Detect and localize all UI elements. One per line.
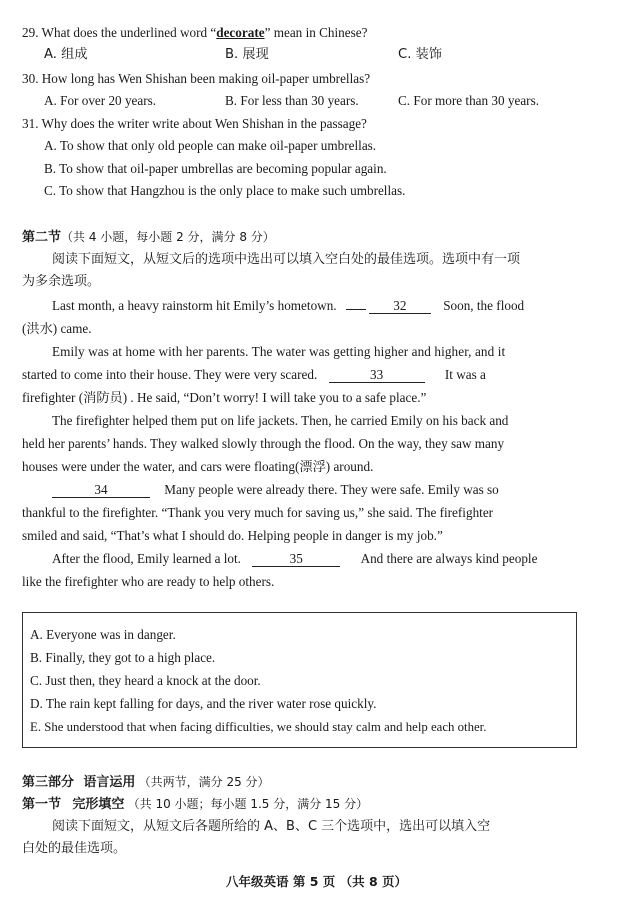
choice-c: C. Just then, they heard a knock at the door. [30, 673, 261, 688]
paragraph-1-line-1 [52, 297, 524, 315]
section-2-note: （共 4 小题，每小题 2 分，满分 8 分） [61, 230, 275, 244]
blank-32: 32 [369, 299, 431, 314]
paragraph-4-line-2: thankful to the firefighter. “Thank you very much for saving us,” she said. The firefighter [22, 505, 494, 520]
part-3-instruction-2: 白处的最佳选项。 [22, 841, 127, 856]
paragraph-text: And there are always kind people [360, 551, 538, 566]
choice-a: A. Everyone was in danger. [30, 627, 176, 642]
blank-34: 34 [52, 483, 150, 498]
section-2-header [22, 228, 275, 247]
paragraph-2-line-2 [22, 366, 486, 384]
part-3-header [22, 773, 270, 792]
paragraph-text: After the flood, Emily learned a lot. [52, 551, 241, 566]
paragraph-2-line-3: firefighter (消防员) . He said, “Don’t worry! I will take you to a safe place.” [22, 390, 427, 405]
choices-box [22, 612, 577, 748]
part-3-instruction-1: 阅读下面短文，从短文后各题所给的 A、B、C 三个选项中，选出可以填入空 [52, 819, 491, 834]
paragraph-text: Many people were already there. They were safe. Emily was so [164, 482, 499, 497]
question-29 [22, 24, 367, 42]
question-text-pre: What does the underlined word “ [41, 25, 217, 40]
option-31-a: A. To show that only old people can make oil-paper umbrellas. [44, 138, 377, 153]
option-31-c: C. To show that Hangzhou is the only place to make such umbrellas. [44, 183, 406, 198]
question-31: 31. Why does the writer write about Wen Shishan in the passage? [22, 116, 367, 131]
option-30-a: A. For over 20 years. [44, 93, 157, 108]
option-30-c: C. For more than 30 years. [398, 93, 540, 108]
question-30: 30. How long has Wen Shishan been making oil-paper umbrellas? [22, 71, 371, 86]
paragraph-text: Soon, the flood [443, 298, 525, 313]
paragraph-1-line-2: (洪水) came. [22, 321, 92, 336]
question-text-post: ” mean in Chinese? [264, 25, 368, 40]
part-3-note: （共两节，满分 25 分） [138, 775, 270, 789]
choice-d: D. The rain kept falling for days, and the river water rose quickly. [30, 696, 377, 711]
option-30-b: B. For less than 30 years. [225, 93, 359, 108]
section-1-name: 完形填空 [72, 797, 125, 812]
paragraph-text: started to come into their house. They were very scared. [22, 367, 318, 382]
blank-35: 35 [252, 552, 340, 567]
section-2-instruction-1: 阅读下面短文，从短文后的选项中选出可以填入空白处的最佳选项。选项中有一项 [52, 252, 521, 267]
blank-33: 33 [329, 368, 425, 383]
option-31-b: B. To show that oil-paper umbrellas are becoming popular again. [44, 161, 387, 176]
underlined-word: decorate [216, 25, 265, 40]
part-3-title: 第三部分 [22, 775, 75, 790]
choice-e: E. She understood that when facing difficulties, we should stay calm and help each other. [30, 720, 487, 734]
part-3-name: 语言运用 [83, 775, 136, 790]
section-2-title: 第二节 [22, 230, 62, 245]
option-29-a: A. 组成 [44, 47, 88, 62]
paragraph-3-line-1: The firefighter helped them put on life jackets. Then, he carried Emily on his back and [52, 413, 509, 428]
paragraph-5-line-2: like the firefighter who are ready to help others. [22, 574, 275, 589]
option-29-c: C. 装饰 [398, 47, 442, 62]
section-2-instruction-2: 为多余选项。 [22, 274, 101, 289]
blank-lead [346, 297, 366, 310]
paragraph-3-line-2: held her parents’ hands. They walked slowly through the flood. On the way, they saw many [22, 436, 505, 451]
paragraph-5-line-1 [52, 550, 537, 568]
paragraph-3-line-3: houses were under the water, and cars were floating(漂浮) around. [22, 459, 374, 474]
section-1-note: （共 10 小题；每小题 1.5 分，满分 15 分） [127, 797, 369, 811]
paragraph-text: It was a [444, 367, 486, 382]
paragraph-4-line-3: smiled and said, “That’s what I should do. Helping people in danger is my job.” [22, 528, 443, 543]
part-3-section-1-header [22, 795, 368, 814]
page-footer: 八年级英语 第 5 页 （共 8 页） [225, 874, 407, 889]
paragraph-4-line-1 [52, 481, 499, 499]
paragraph-2-line-1: Emily was at home with her parents. The water was getting higher and higher, and it [52, 344, 506, 359]
paragraph-text: Last month, a heavy rainstorm hit Emily’s hometown. [52, 298, 337, 313]
section-1-title: 第一节 [22, 797, 62, 812]
option-29-b: B. 展现 [225, 47, 269, 62]
question-number: 29. [22, 25, 39, 40]
choice-b: B. Finally, they got to a high place. [30, 650, 216, 665]
